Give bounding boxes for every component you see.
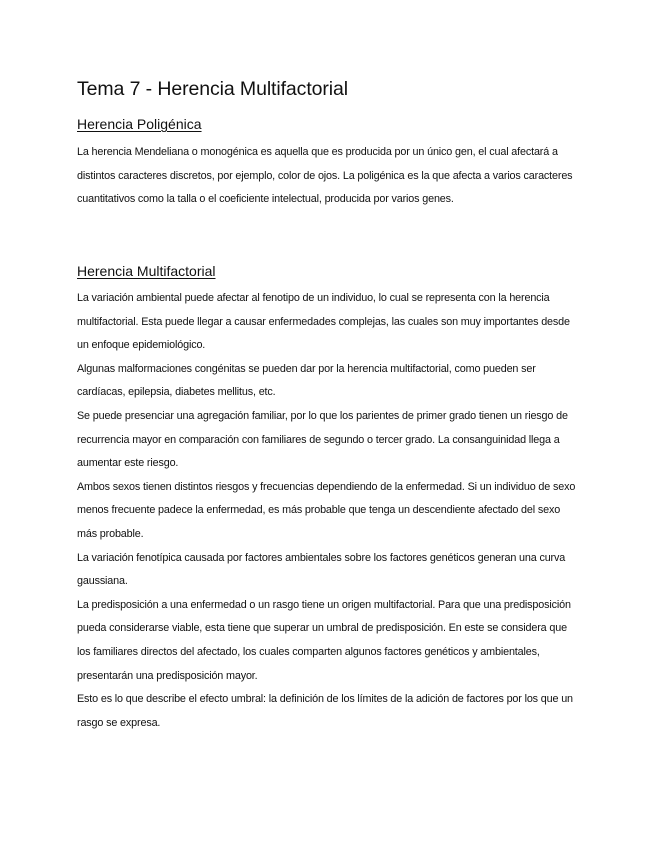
section-body-herencia-multifactorial <box>77 287 582 735</box>
section-heading-herencia-multifactorial: Herencia Multifactorial <box>77 263 216 279</box>
paragraph: Esto es lo que describe el efecto umbral: la definición de los límites de la adición de factores por los que un rasgo se expresa. <box>77 693 573 729</box>
document-title: Tema 7 - Herencia Multifactorial <box>77 78 348 100</box>
paragraph: La herencia Mendeliana o monogénica es aquella que es producida por un único gen, el cual afectará a distintos caracteres discretos, por ejemplo, color de ojos. La poligénica es la que afecta a varios caracteres cuantitativos como la talla o el coeficiente intelectual, producida por varios genes. <box>77 146 573 206</box>
section-body-herencia-poligenica <box>77 141 582 212</box>
paragraph: Se puede presenciar una agregación familiar, por lo que los parientes de primer grado tienen un riesgo de recurrencia mayor en comparación con familiares de segundo o tercer grado. La consanguinidad llega a aumentar este riesgo. <box>77 409 568 470</box>
paragraph: La predisposición a una enfermedad o un rasgo tiene un origen multifactorial. Para que una predisposición pueda considerarse viable, esta tiene que superar un umbral de predisposición. En este se considera que los familiares directos del afectado, los cuales comparten algunos factores genéticos y ambientales, presentarán una predisposición mayor. <box>77 598 571 682</box>
paragraph: Ambos sexos tienen distintos riesgos y frecuencias dependiendo de la enfermedad. Si un individuo de sexo menos frecuente padece la enfermedad, es más probable que tenga un descendiente afectado del sexo más probable. <box>77 480 576 540</box>
paragraph: La variación fenotípica causada por factores ambientales sobre los factores genéticos generan una curva gaussiana. <box>77 551 566 588</box>
paragraph: Algunas malformaciones congénitas se pueden dar por la herencia multifactorial, como pueden ser cardíacas, epilepsia, diabetes mellitus, etc. <box>77 362 536 399</box>
paragraph: La variación ambiental puede afectar al fenotipo de un individuo, lo cual se representa con la herencia multifactorial. Esta puede llegar a causar enfermedades complejas, las cuales son muy importantes desde un enfoque epidemiológico. <box>77 292 570 352</box>
section-heading-herencia-poligenica: Herencia Poligénica <box>77 116 202 132</box>
